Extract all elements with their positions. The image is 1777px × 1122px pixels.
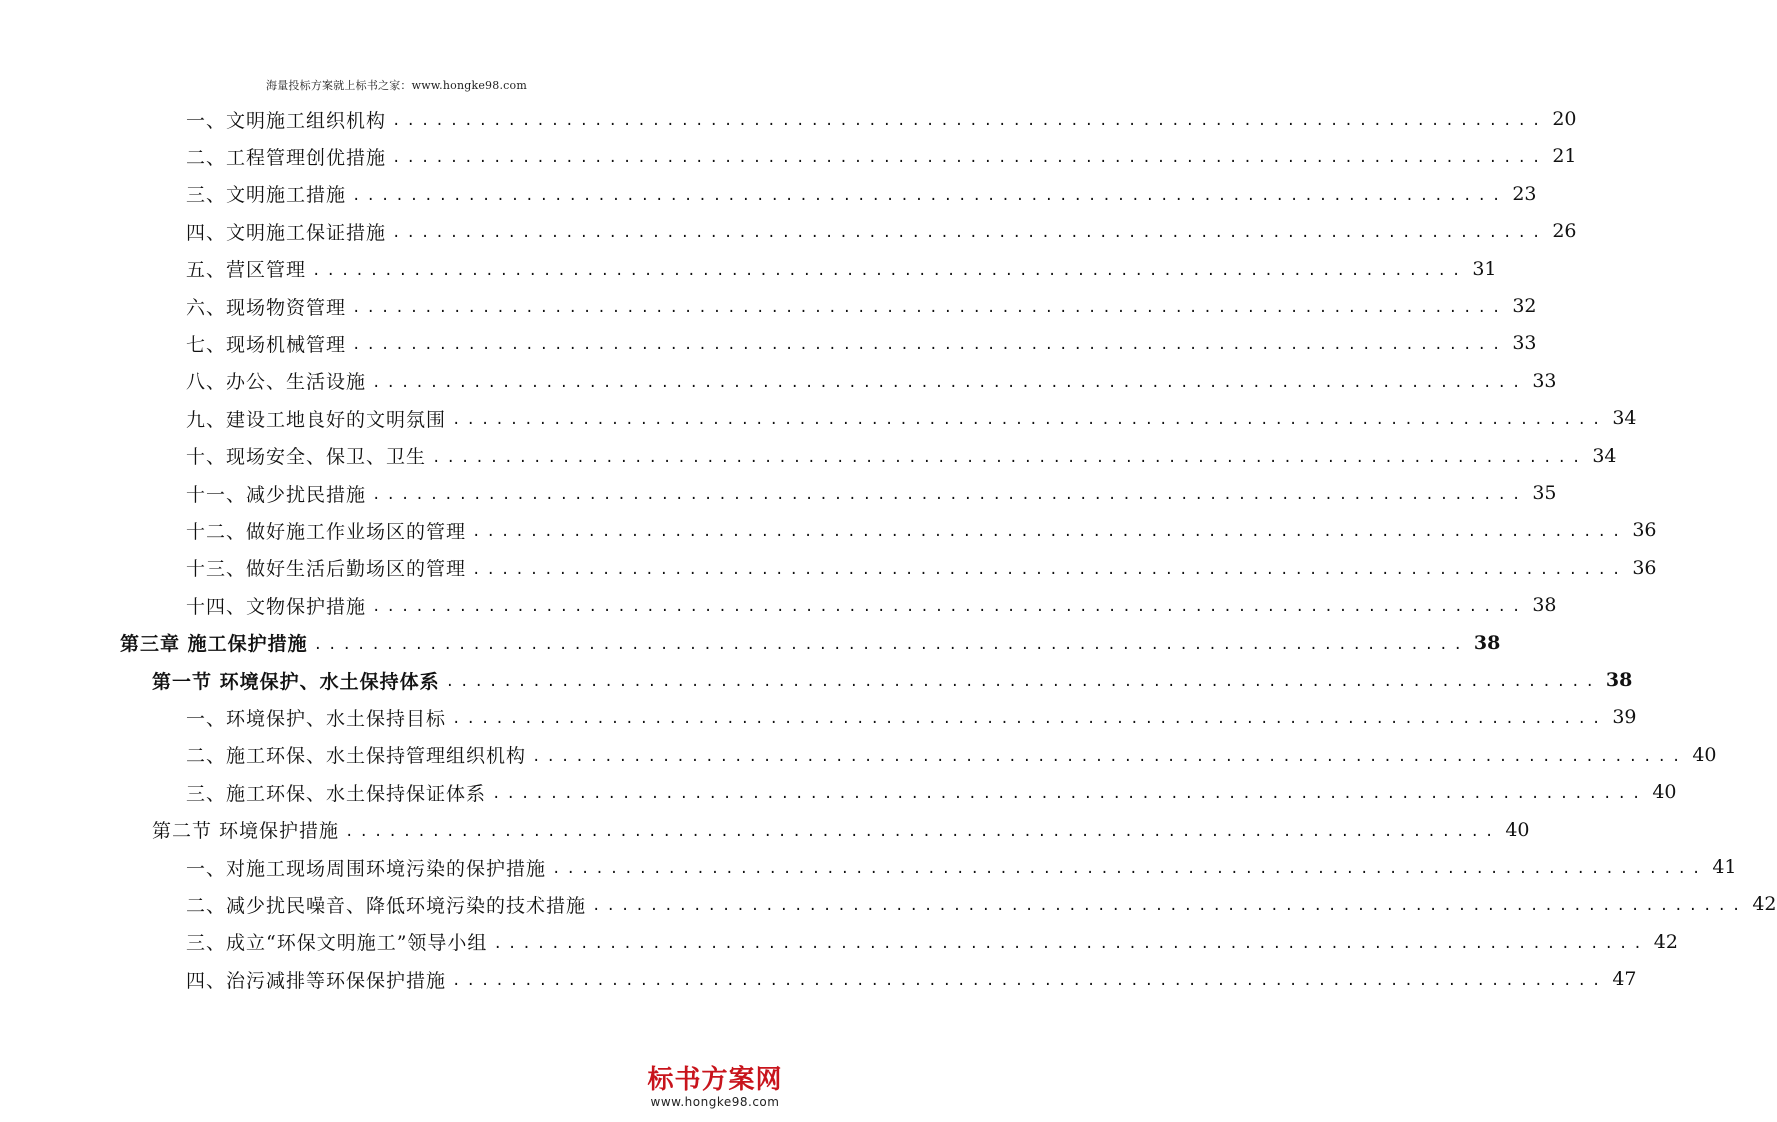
- logo-text: 标书方案网: [647, 1065, 783, 1095]
- toc-entry-page: 38: [1532, 594, 1557, 617]
- toc-entry-page: 47: [1612, 968, 1637, 991]
- toc-entry-page: 38: [1605, 669, 1633, 691]
- toc-entry-title: 五、营区管理: [186, 259, 307, 282]
- toc-leader-dots: ................................................................................: [432, 449, 1587, 466]
- toc-entry[interactable]: [186, 590, 1557, 620]
- toc-entry[interactable]: [186, 141, 1577, 171]
- toc-entry-page: 21: [1552, 145, 1577, 168]
- toc-entry-page: 41: [1712, 856, 1737, 878]
- toc-entry[interactable]: [186, 964, 1637, 994]
- toc-entry-title: 七、现场机械管理: [186, 333, 347, 356]
- toc-entry-title: 二、减少扰民噪音、降低环境污染的技术措施: [186, 894, 587, 917]
- toc-entry-page: 34: [1592, 444, 1617, 467]
- toc-entry-page: 40: [1505, 818, 1530, 841]
- toc-entry[interactable]: [120, 628, 1501, 658]
- footer-logo: [645, 1065, 785, 1109]
- toc-entry-page: 26: [1552, 220, 1577, 243]
- toc-entry-title: 三、文明施工措施: [186, 184, 347, 207]
- toc-entry-title: 一、环境保护、水土保持目标: [186, 707, 447, 730]
- toc-entry-page: 23: [1512, 182, 1537, 205]
- toc-entry[interactable]: [186, 927, 1678, 957]
- toc-entry-page: 34: [1612, 407, 1637, 430]
- toc-leader-dots: ................................................................................: [492, 786, 1647, 803]
- toc-entry-title: 第一节 环境保护、水土保持体系: [152, 670, 440, 693]
- toc-entry[interactable]: [186, 403, 1637, 433]
- toc-entry-title: 八、办公、生活设施: [186, 371, 367, 394]
- toc-entry[interactable]: [186, 328, 1537, 358]
- toc-leader-dots: ................................................................................: [392, 225, 1547, 242]
- toc-leader-dots: ................................................................................: [313, 636, 1468, 653]
- toc-leader-dots: ................................................................................: [352, 187, 1507, 204]
- toc-entry-page: 39: [1612, 706, 1637, 729]
- toc-leader-dots: ................................................................................: [372, 374, 1527, 391]
- toc-entry-title: 第三章 施工保护措施: [120, 633, 308, 656]
- toc-entry-page: 40: [1652, 781, 1677, 804]
- toc-entry-page: 42: [1653, 930, 1678, 953]
- toc-entry-page: 40: [1692, 743, 1717, 766]
- toc-entry-title: 二、工程管理创优措施: [186, 146, 387, 169]
- toc-leader-dots: ................................................................................: [372, 487, 1527, 503]
- toc-leader-dots: ................................................................................: [345, 823, 1500, 840]
- toc-leader-dots: ................................................................................: [592, 898, 1747, 915]
- toc-leader-dots: ................................................................................: [532, 748, 1687, 765]
- toc-leader-dots: ................................................................................: [493, 935, 1648, 952]
- toc-entry-page: 35: [1532, 482, 1557, 504]
- toc-entry-title: 十、现场安全、保卫、卫生: [186, 446, 427, 469]
- toc-entry-page: 38: [1473, 631, 1501, 654]
- toc-leader-dots: ................................................................................: [392, 113, 1547, 129]
- toc-entry[interactable]: [186, 478, 1557, 508]
- toc-entry[interactable]: [186, 179, 1537, 209]
- toc-entry[interactable]: [186, 104, 1577, 134]
- toc-leader-dots: ................................................................................: [552, 861, 1707, 877]
- toc-entry-title: 十四、文物保护措施: [186, 595, 367, 618]
- toc-entry-title: 二、施工环保、水土保持管理组织机构: [186, 745, 527, 768]
- toc-entry-title: 四、治污减排等环保保护措施: [186, 969, 447, 992]
- toc-leader-dots: ................................................................................: [472, 524, 1627, 541]
- toc-entry-page: 36: [1632, 519, 1657, 542]
- toc-leader-dots: ................................................................................: [452, 973, 1607, 990]
- toc-entry-title: 一、文明施工组织机构: [186, 109, 387, 132]
- toc-leader-dots: ................................................................................: [312, 262, 1467, 279]
- toc-entry[interactable]: [186, 216, 1577, 246]
- toc-leader-dots: ................................................................................: [352, 300, 1507, 316]
- toc-entry-title: 六、现场物资管理: [186, 296, 347, 319]
- toc-entry-title: 四、文明施工保证措施: [186, 221, 387, 244]
- page-header: 海量投标方案就上标书之家：www.hongke98.com: [266, 79, 527, 92]
- toc-leader-dots: ................................................................................: [352, 337, 1507, 354]
- toc-entry[interactable]: [186, 889, 1777, 919]
- toc-entry[interactable]: [186, 740, 1717, 770]
- toc-entry[interactable]: [186, 366, 1557, 396]
- toc-entry-title: 十二、做好施工作业场区的管理: [186, 520, 467, 543]
- toc-entry-page: 32: [1512, 295, 1537, 317]
- toc-entry-page: 31: [1472, 257, 1497, 280]
- toc-entry-page: 20: [1552, 108, 1577, 130]
- toc-entry-page: 42: [1752, 893, 1777, 916]
- toc-leader-dots: ................................................................................: [452, 711, 1607, 728]
- toc-entry[interactable]: [186, 254, 1497, 284]
- toc-entry-title: 九、建设工地良好的文明氛围: [186, 408, 447, 431]
- toc-leader-dots: ................................................................................: [472, 561, 1627, 578]
- toc-entry[interactable]: [186, 441, 1617, 471]
- toc-entry-title: 三、施工环保、水土保持保证体系: [186, 782, 487, 805]
- toc-entry[interactable]: [186, 553, 1657, 583]
- logo-url: www.hongke98.com: [650, 1095, 780, 1109]
- toc-leader-dots: ................................................................................: [452, 412, 1607, 429]
- toc-entry[interactable]: [152, 815, 1530, 845]
- toc-entry[interactable]: [186, 291, 1537, 321]
- toc-entry[interactable]: [186, 852, 1737, 882]
- toc-entry-title: 十三、做好生活后勤场区的管理: [186, 558, 467, 581]
- toc-entry-title: 三、成立“环保文明施工”领导小组: [186, 932, 488, 955]
- toc-entry-title: 一、对施工现场周围环境污染的保护措施: [186, 857, 547, 880]
- toc-entry[interactable]: [186, 702, 1637, 732]
- toc-entry-page: 36: [1632, 556, 1657, 579]
- toc-entry[interactable]: [186, 777, 1677, 807]
- toc-entry-title: 十一、减少扰民措施: [186, 483, 367, 506]
- toc-entry-page: 33: [1532, 369, 1557, 392]
- toc-entry[interactable]: [152, 665, 1633, 695]
- toc-entry[interactable]: [186, 515, 1657, 545]
- toc-leader-dots: ................................................................................: [372, 599, 1527, 616]
- toc-entry-title: 第二节 环境保护措施: [152, 820, 340, 843]
- toc-entry-page: 33: [1512, 332, 1537, 355]
- toc-leader-dots: ................................................................................: [445, 674, 1600, 690]
- toc-leader-dots: ................................................................................: [392, 150, 1547, 167]
